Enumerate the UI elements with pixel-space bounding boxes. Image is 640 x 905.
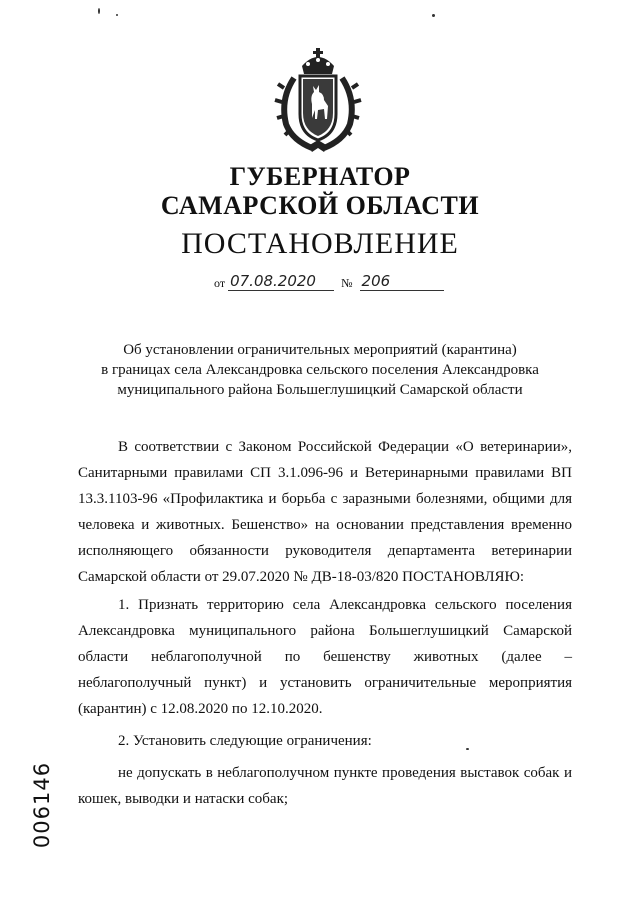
body-paragraph: 2. Установить следующие ограничения: <box>118 733 372 749</box>
date-label: от <box>214 276 226 290</box>
date-value: 07.08.2020 <box>228 272 334 291</box>
number-value: 206 <box>360 272 444 291</box>
subject-line: муниципального района Большеглушицкий Самарской области <box>117 382 523 398</box>
authority-title: ГУБЕРНАТОР <box>229 162 411 191</box>
body-paragraph: В соответствии с Законом Российской Федерации «О ветеринарии», Санитарными правилами СП 3.1.096-96 и Ветеринарными правилами ВП 13.3.1103-96 «Профилактика и борьба с заразными болезнями, общими для человека и животных. Бешенство» на основании представления временно исполняющего обязанности руководителя департамента ветеринарии Самарской области от 29.07.2020 № ДВ-18-03/820 ПОСТАНОВЛЯЮ: <box>78 439 572 585</box>
document-body <box>78 434 572 812</box>
side-stamp-number <box>28 761 56 849</box>
document-type: ПОСТАНОВЛЕНИЕ <box>181 227 459 260</box>
scan-speck <box>98 8 100 14</box>
body-paragraph: не допускать в неблагополучном пункте проведения выставок собак и кошек, выводки и натаски собак; <box>78 765 572 807</box>
authority-region: САМАРСКОЙ ОБЛАСТИ <box>160 191 480 220</box>
coat-of-arms-icon <box>272 44 364 154</box>
number-label: № <box>341 276 353 290</box>
side-stamp-text: 006146 <box>30 761 54 849</box>
subject-line: в границах села Александровка сельского поселения Александровка <box>101 362 539 378</box>
date-number-line <box>214 272 444 291</box>
subject-line: Об установлении ограничительных мероприятий (карантина) <box>123 342 517 358</box>
scan-speck <box>466 748 469 750</box>
document-subject <box>90 340 550 400</box>
body-paragraph: 1. Признать территорию села Александровка сельского поселения Александровка муниципального района Большеглушицкий Самарской области неблагополучной по бешенству животных (далее – неблагополучный пункт) и установить ограничительные мероприятия (карантин) с 12.08.2020 по 12.10.2020. <box>78 597 572 717</box>
scan-speck <box>432 14 435 17</box>
scan-speck <box>116 14 118 16</box>
